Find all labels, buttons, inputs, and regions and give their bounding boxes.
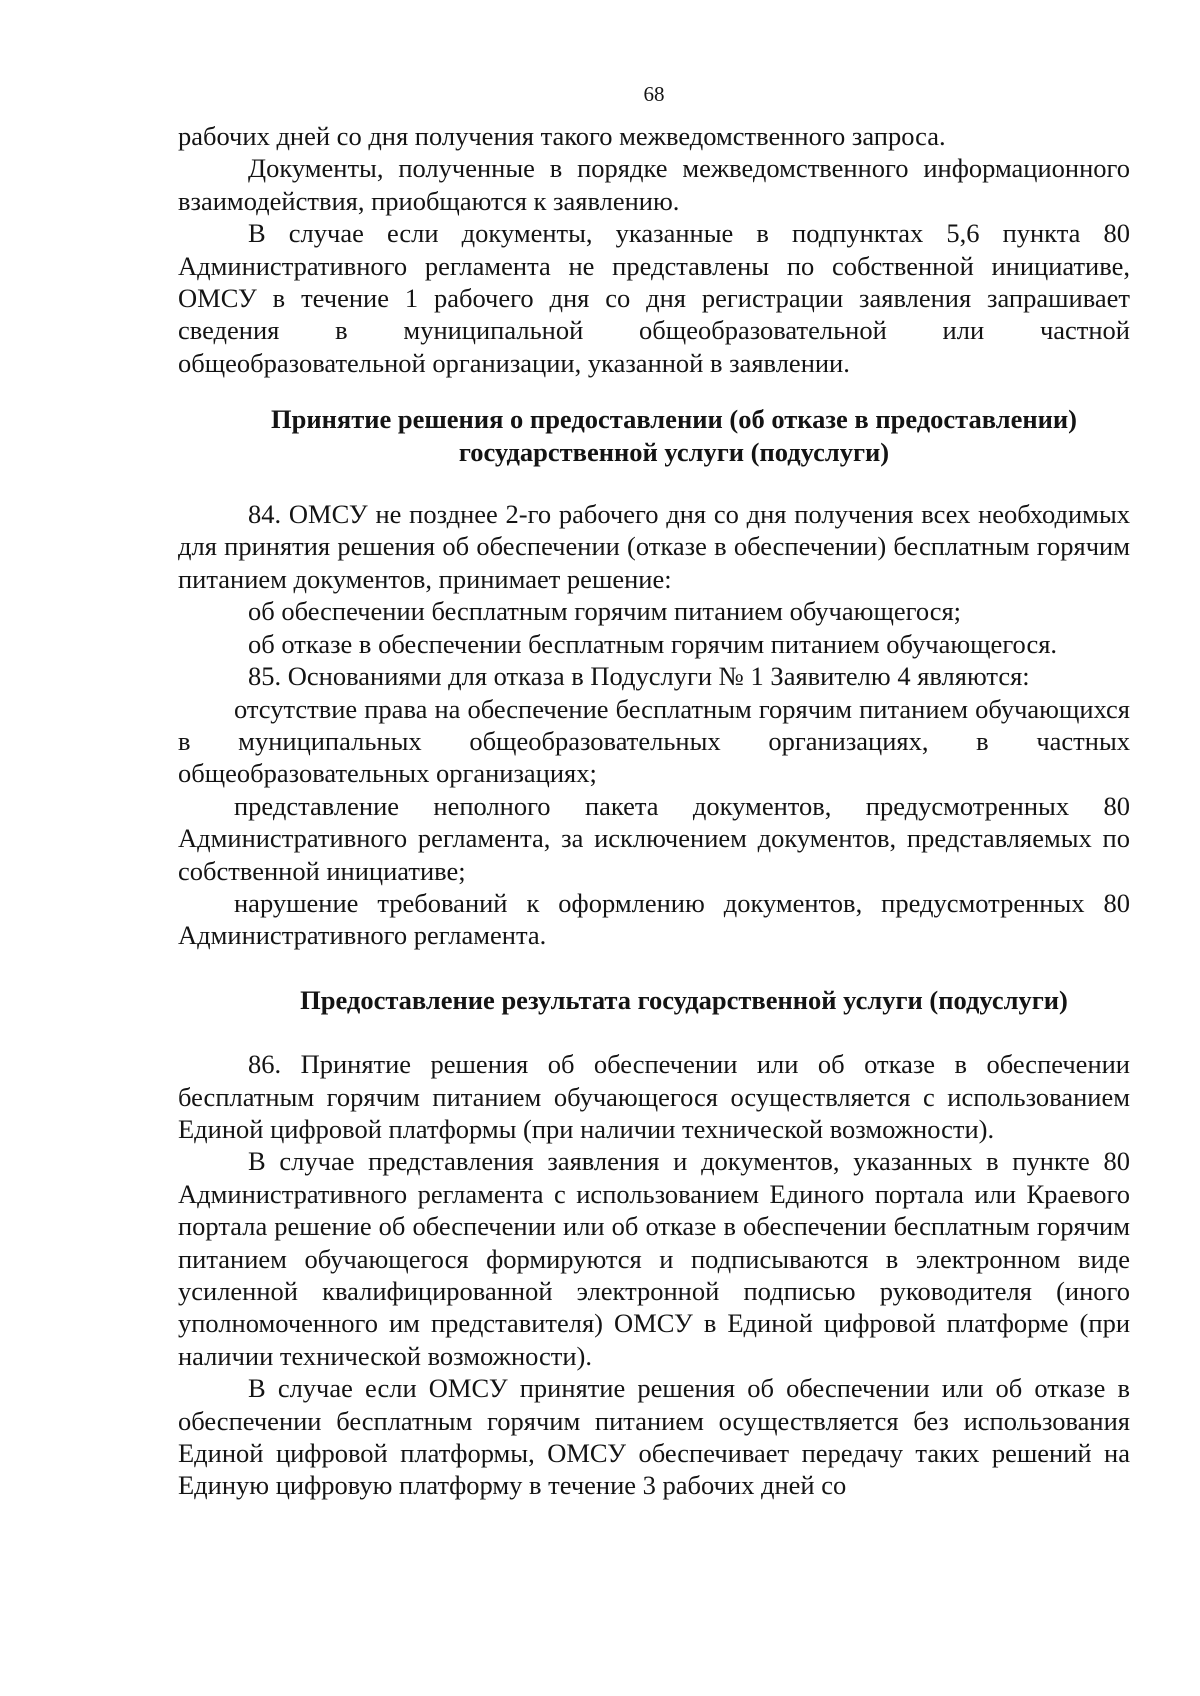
clause-85: 85. Основаниями для отказа в Подуслуги № 1 Заявителю 4 являются:: [248, 661, 1030, 692]
intro-paragraph: Документы, полученные в порядке межведомственного информационного взаимодействия, приобщаются к заявлению.: [178, 153, 1130, 216]
page-number: 68: [643, 82, 665, 106]
clause-84: 84. ОМСУ не позднее 2-го рабочего дня со дня получения всех необходимых для принятия решения об обеспечении (отказе в обеспечении) бесплатным горячим питанием документов, принимает решение:: [178, 499, 1130, 594]
decision-option: об обеспечении бесплатным горячим питанием обучающегося;: [248, 596, 962, 627]
body-paragraph: В случае если ОМСУ принятие решения об обеспечении или об отказе в обеспечении бесплатным горячим питанием осуществляется без использования Единой цифровой платформы, ОМСУ обеспечивает передачу таких решений на Единую цифровую платформу в течение 3 рабочих дней со: [178, 1373, 1130, 1501]
intro-paragraph: В случае если документы, указанные в подпунктах 5,6 пункта 80 Административного регламента не представлены по собственной инициативе, ОМСУ в течение 1 рабочего дня со дня регистрации заявления запрашивает сведения в муниципальной общеобразовательной или частной общеобразовательной организации, указанной в заявлении.: [178, 218, 1130, 378]
document-page: [178, 80, 1130, 1502]
refusal-ground: представление неполного пакета документов, предусмотренных 80 Административного регламента, за исключением документов, представляемых по собственной инициативе;: [178, 790, 1130, 886]
refusal-ground: нарушение требований к оформлению документов, предусмотренных 80 Административного регламента.: [178, 887, 1130, 951]
body-paragraph: В случае представления заявления и документов, указанных в пункте 80 Административного регламента с использованием Единого портала или Краевого портала решение об обеспечении или об отказе в обеспечении бесплатным горячим питанием обучающегося формируются и подписываются в электронном виде усиленной квалифицированной электронной подписью руководителя (иного уполномоченного им представителя) ОМСУ в Единой цифровой платформе (при наличии технической возможности).: [178, 1146, 1130, 1371]
decision-option: об отказе в обеспечении бесплатным горячим питанием обучающегося.: [248, 628, 1058, 659]
clause-86: 86. Принятие решения об обеспечении или об отказе в обеспечении бесплатным горячим питанием обучающегося осуществляется с использованием Единой цифровой платформы (при наличии технической возможности).: [178, 1049, 1130, 1144]
section-heading-result: Предоставление результата государственной услуги (подуслуги): [300, 984, 1068, 1015]
section-heading-decision: Принятие решения о предоставлении (об отказе в предоставлении) государственной услуги (подуслуги): [271, 404, 1077, 467]
intro-paragraph: рабочих дней со дня получения такого межведомственного запроса.: [178, 121, 946, 151]
refusal-ground: отсутствие права на обеспечение бесплатным горячим питанием обучающихся в муниципальных общеобразовательных организациях, в частных общеобразовательных организациях;: [178, 693, 1130, 789]
